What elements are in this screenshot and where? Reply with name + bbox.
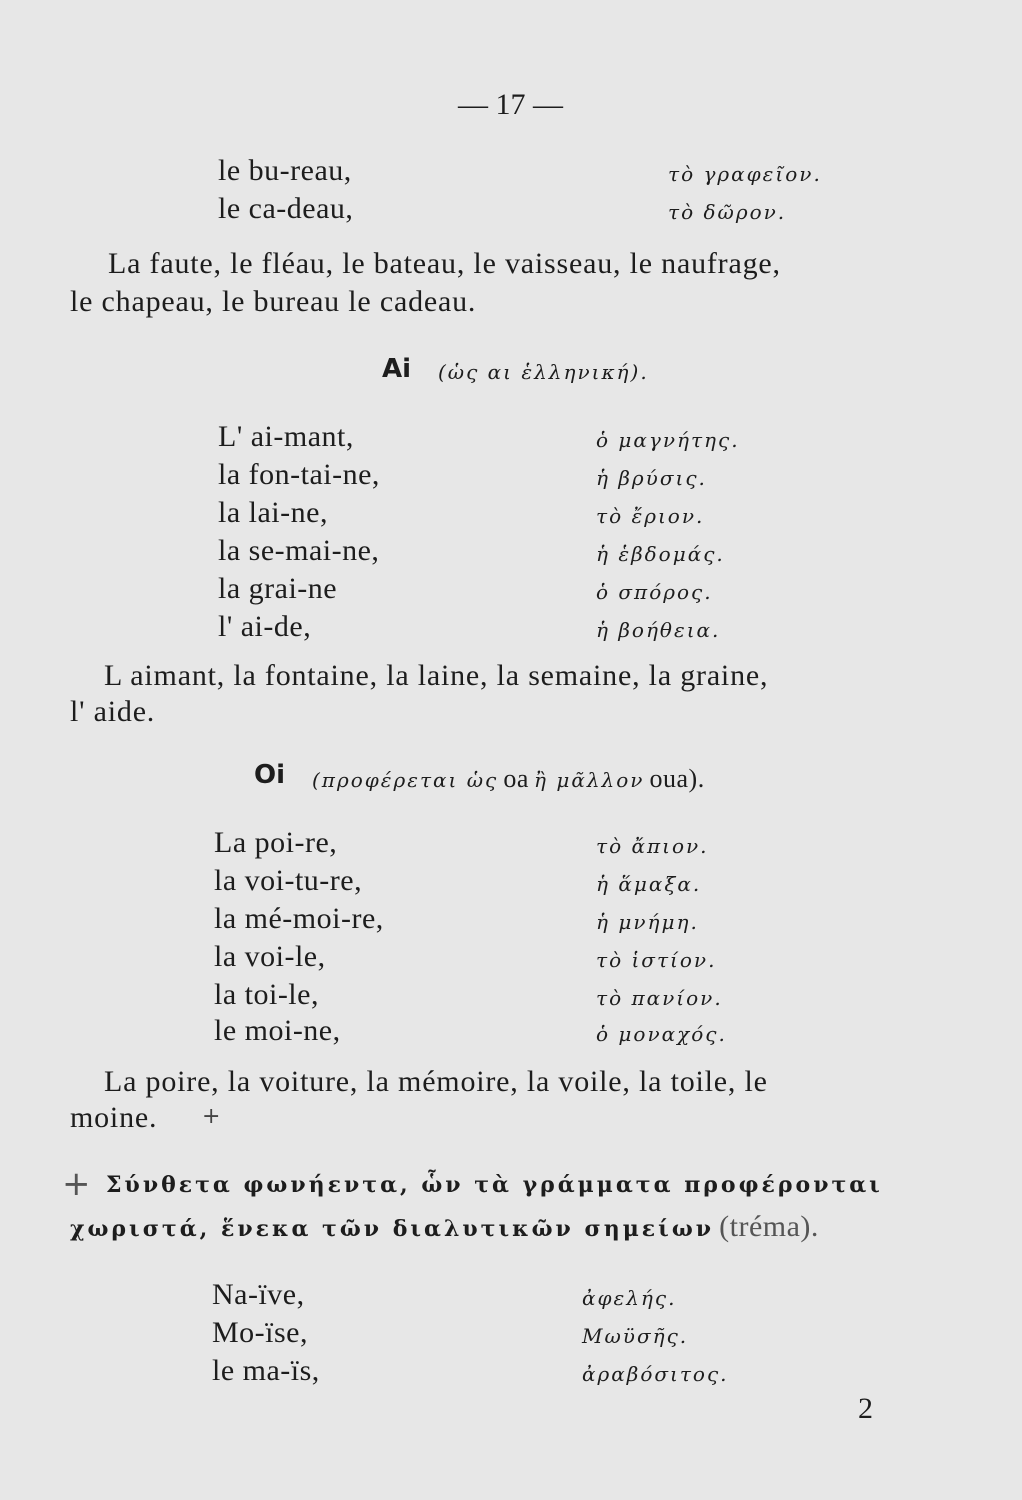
section-subtitle-ai: (ὡς αι ἑλληνική). <box>438 360 649 384</box>
vocab-gr: ἡ βοήθεια. <box>596 618 721 642</box>
vocab-gr: ἡ βρύσις. <box>596 466 707 490</box>
paragraph-line: l' aide. <box>70 695 156 728</box>
vocab-gr: τὸ δῶρον. <box>668 200 787 224</box>
trema-heading-fr: (tréma). <box>719 1210 819 1243</box>
vocab-fr: le moi-ne, <box>214 1014 341 1047</box>
vocab-fr: le bu-reau, <box>218 154 352 187</box>
subtitle-part: oua). <box>649 764 705 793</box>
cross-mark-icon: + <box>202 1104 221 1129</box>
vocab-gr: τὸ πανίον. <box>596 986 723 1010</box>
subtitle-part: ἢ μᾶλλον <box>534 768 645 792</box>
page-number: — 17 — <box>458 88 563 121</box>
vocab-fr: la grai-ne <box>218 572 338 605</box>
vocab-gr: Μωϋσῆς. <box>582 1324 689 1348</box>
vocab-gr: τὸ ἱστίον. <box>596 948 717 972</box>
vocab-fr: la mé-moi-re, <box>214 902 384 935</box>
vocab-fr: L' ai-mant, <box>218 420 354 453</box>
vocab-gr: ὁ σπόρος. <box>596 580 713 604</box>
vocab-gr: ὁ μαγνήτης. <box>596 428 740 452</box>
vocab-fr: Mo-ïse, <box>212 1316 308 1349</box>
vocab-gr: τὸ ἄπιον. <box>596 834 709 858</box>
cross-mark-icon: + <box>62 1164 91 1204</box>
vocab-gr: ἡ ἑβδομάς. <box>596 542 725 566</box>
vocab-gr: ὁ μοναχός. <box>596 1022 727 1046</box>
vocab-gr: ἡ μνήμη. <box>596 910 699 934</box>
section-subtitle-oi <box>312 764 705 794</box>
vocab-fr: Na-ïve, <box>212 1278 305 1311</box>
vocab-fr: le ma-ïs, <box>212 1354 320 1387</box>
trema-heading-line: Σύνθετα φωνήεντα, ὧν τὰ γράμματα προφέρονται <box>106 1172 883 1198</box>
vocab-fr: La poi-re, <box>214 826 338 859</box>
paragraph-line: La faute, le fléau, le bateau, le vaisseau, le naufrage, <box>108 247 781 280</box>
vocab-gr: ἀραβόσιτος. <box>582 1362 729 1386</box>
vocab-fr: l' ai-de, <box>218 610 312 643</box>
paragraph-line: le chapeau, le bureau le cadeau. <box>70 285 477 318</box>
vocab-gr: ἀφελής. <box>582 1286 677 1310</box>
vocab-gr: τὸ ἔριον. <box>596 504 705 528</box>
vocab-gr: ἡ ἅμαξα. <box>596 872 702 896</box>
section-title-ai: Ai <box>382 354 412 384</box>
section-title-oi: Oi <box>254 760 286 790</box>
paragraph-line: moine. <box>70 1101 158 1134</box>
vocab-fr: la lai-ne, <box>218 496 328 529</box>
vocab-fr: le ca-deau, <box>218 192 354 225</box>
vocab-gr: τὸ γραφεῖον. <box>668 162 822 186</box>
signature-mark: 2 <box>858 1392 873 1425</box>
paragraph-line: La poire, la voiture, la mémoire, la voile, la toile, le <box>104 1065 768 1098</box>
trema-heading-text: χωριστά, ἕνεκα τῶν διαλυτικῶν σημείων <box>70 1216 715 1242</box>
vocab-fr: la se-mai-ne, <box>218 534 380 567</box>
trema-heading-line <box>70 1210 819 1244</box>
paragraph-line: L aimant, la fontaine, la laine, la semaine, la graine, <box>104 659 769 692</box>
subtitle-part: oa <box>503 764 529 793</box>
vocab-fr: la voi-le, <box>214 940 326 973</box>
vocab-fr: la voi-tu-re, <box>214 864 363 897</box>
vocab-fr: la toi-le, <box>214 978 319 1011</box>
vocab-fr: la fon-tai-ne, <box>218 458 380 491</box>
subtitle-part: (προφέρεται ὡς <box>312 768 499 792</box>
